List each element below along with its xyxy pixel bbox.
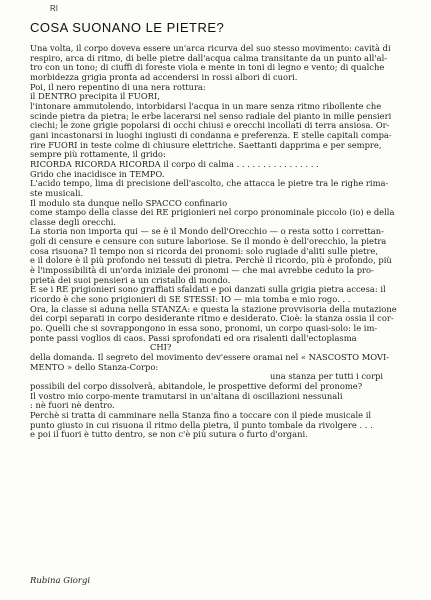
text-line: punto giusto in cui risuona il ritmo della pietra, il punto tombale da rivolgere . . . [30,419,373,430]
text-line: della domanda. Il segreto del movimento dev'essere oramai nel « NASCOSTO MOVI- [30,352,390,362]
text-line: CHI? [150,342,172,353]
text-line: Una volta, il corpo doveva essere un'arca ricurva del suo stesso movimento: cavità di [30,43,391,53]
text-line: prietà dei suoi pensieri a un cristallo di mondo. [30,274,231,285]
text-line: sempre più rottamente, il grido: [30,149,166,160]
text-line: il DENTRO precipita il FUORI, [30,91,160,102]
text-line: una stanza per tutti i corpi [270,371,384,382]
page-title: COSA SUONANO LE PIETRE? [30,20,225,35]
text-line: goli di censure e censure con suture laboriose. Se il mondo è dell'orecchio, la pietra [30,236,387,247]
text-line: ste musicali. [30,187,84,198]
text-line: Perchè si tratta di camminare nella Stanza fino a toccare con il piede musicale il [30,409,372,420]
text-line: : nè fuori nè dentro. [30,400,115,411]
text-line: Il modulo sta dunque nello SPACCO confinario [30,197,228,208]
text-line: La storia non importa qui — se è il Mondo dell'Orecchio — o resta sotto i correttan- [30,226,384,237]
text-line: Il vostro mio corpo-mente tramutarsi in un'altana di oscillazioni nessunali [30,390,343,401]
body-text [30,44,417,440]
text-line: scinde pietra da pietra; le erbe lacerarsi nel senso radiale del pianto in mille pensieri [30,110,392,121]
handwritten-insert: RI [50,4,58,13]
text-line: ricordo è che sono prigionieri di SE STESSI: IO — mia tomba e mio rogo. . . [30,294,351,305]
text-line: Ora, la classe si aduna nella STANZA: e questa la stazione provvisoria della mutazione [30,303,397,314]
text-line: MENTO » dello Stanza-Corpo: [30,361,159,372]
text-line: po. Quelli che si sovrappongono in essa sono, pronomi, un corpo quasi-solo: le im- [30,323,378,334]
author-signature: Rubina Giorgi [30,576,91,586]
text-line: e poi il fuori è tutto dentro, se non c'è più sutura o furto d'organi. [30,429,308,440]
text-line: cosa risuona? Il tempo non si ricorda dei pronomi: solo rugiade d'aliti sulle pietre, [30,245,378,256]
text-line: E se i RE prigionieri sono graffiati sfaldati e poi danzati sulla grigia pietra accesa: il [30,284,386,295]
text-line: possibili del corpo dissolverà, abitandole, le prospettive deformi del pronome? [30,380,363,391]
text-line: Grido che inacidisce in TEMPO. [30,168,165,179]
text-line: RICORDA RICORDA RICORDA il corpo di calma . . . . . . . . . . . . . . . . [30,158,319,169]
text-line: e il dolore è il più profondo nei tessuti di pietra. Perchè il ricordo, più è profondo, più [30,255,392,266]
text-line: l'intonare ammutolendo, intorbidarsi l'acqua in un mare senza ritmo ribollente che [30,100,382,111]
text-line: morbidezza grigia pronta ad accendersi in rossi albori di cuori. [30,71,298,82]
text-line: ciechi; le zone grigie popolarsi di occhi chiusi e orecchi incollati di terra ansiosa. Or- [30,120,390,131]
text-line: dei corpi separati in corpo desiderante ritmo e desiderato. Cioè: la stanza ossia il cor- [30,313,394,324]
title-row [30,17,224,36]
text-line: Poi, il nero repentino di una nera rottura: [30,81,206,92]
text-line: respiro, arca di ritmo, di belle pietre dall'acqua calma transitante da un punto all'al- [30,52,388,63]
text-line: gani incastonarsi in luoghi ingiusti di condanna e preferenza. E stelle capitali compa- [30,129,392,140]
text-line: rire FUORI in teste colme di chiusure elettriche. Saettanti dapprima e per sempre, [30,139,382,150]
text-line: è l'impossibilità di un'orda iniziale dei pronomi — che mai avrebbe ceduto la pro- [30,265,374,276]
text-line: tro con un tono; di ciuffi di foreste viola e mente in toni di legno e vento; di qualche [30,62,385,73]
text-line: come stampo della classe dei RE prigionieri nel corpo pronominale piccolo (io) e della [30,207,395,218]
text-line: L'acido tempo, lima di precisione dell'ascolto, che attacca le pietre tra le righe rima- [30,178,389,189]
text-line: ponte passi voglios di caos. Passi sprofondati ed ora risalenti dall'ectoplasma [30,332,357,343]
text-line: classe degli orecchi. [30,216,117,227]
